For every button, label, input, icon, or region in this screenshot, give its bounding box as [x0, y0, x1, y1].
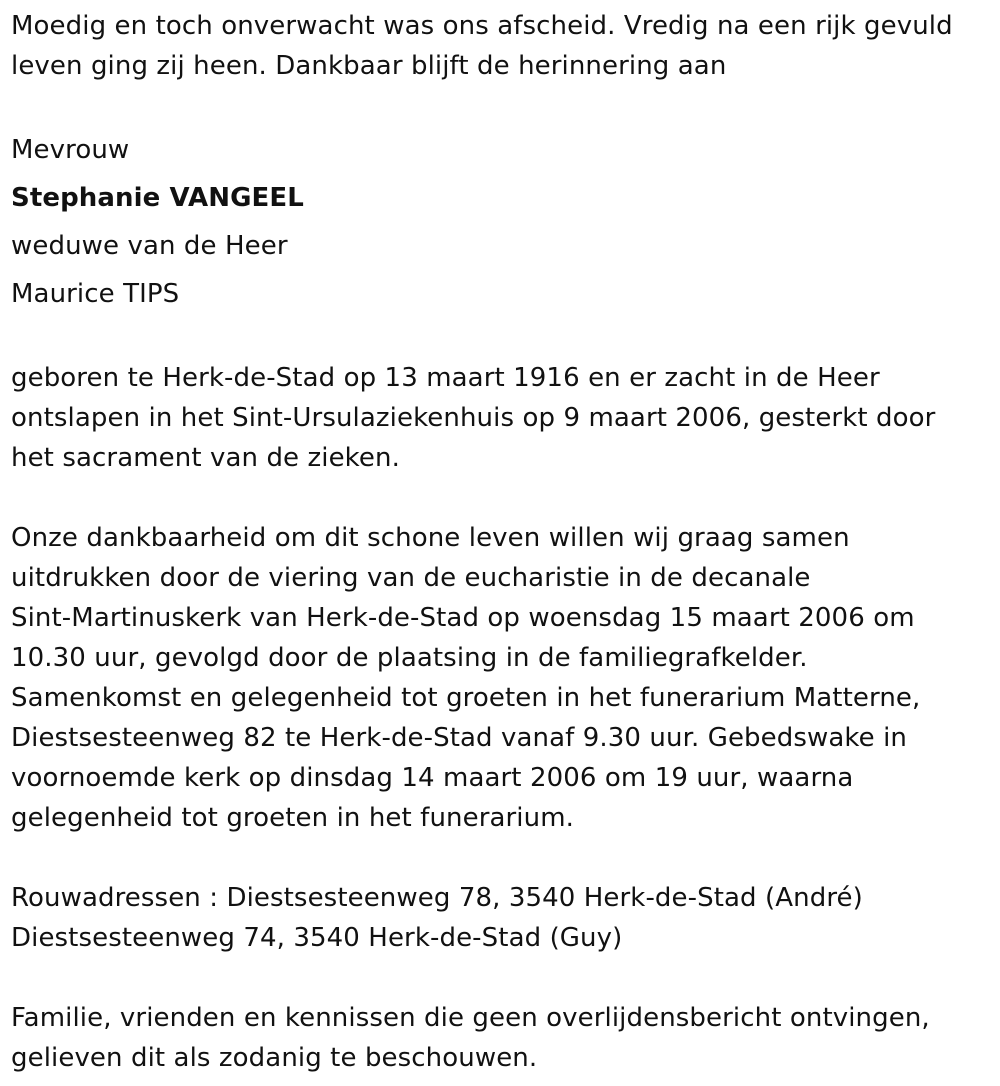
ceremony-paragraph	[11, 518, 986, 838]
spacer	[11, 478, 986, 518]
person-relation: weduwe van de Heer	[11, 231, 288, 261]
ceremony-line: Sint-Martinuskerk van Herk-de-Stad op woensdag 15 maart 2006 om	[11, 603, 915, 633]
person-title: Mevrouw	[11, 135, 130, 165]
addresses-paragraph	[11, 878, 986, 958]
intro-line: Moedig en toch onverwacht was ons afscheid. Vredig na een rijk gevuld	[11, 11, 953, 41]
person-spouse: Maurice TIPS	[11, 279, 180, 309]
address-line: Diestsesteenweg 74, 3540 Herk-de-Stad (Guy)	[11, 923, 623, 953]
spacer	[11, 838, 986, 878]
ceremony-line: Samenkomst en gelegenheid tot groeten in het funerarium Matterne,	[11, 683, 921, 713]
spacer	[11, 958, 986, 998]
birth-death-line: ontslapen in het Sint-Ursulaziekenhuis op 9 maart 2006, gesterkt door	[11, 403, 936, 433]
person-name: Stephanie VANGEEL	[11, 183, 304, 213]
address-line: Rouwadressen : Diestsesteenweg 78, 3540 Herk-de-Stad (André)	[11, 883, 863, 913]
closing-line: gelieven dit als zodanig te beschouwen.	[11, 1043, 538, 1073]
closing-line: Familie, vrienden en kennissen die geen overlijdensbericht ontvingen,	[11, 1003, 930, 1033]
ceremony-line: uitdrukken door de viering van de eucharistie in de decanale	[11, 563, 811, 593]
birth-death-line: het sacrament van de zieken.	[11, 443, 400, 473]
intro-line: leven ging zij heen. Dankbaar blijft de herinnering aan	[11, 51, 727, 81]
ceremony-line: gelegenheid tot groeten in het funerarium.	[11, 803, 574, 833]
ceremony-line: 10.30 uur, gevolgd door de plaatsing in de familiegrafkelder.	[11, 643, 808, 673]
ceremony-line: Diestsesteenweg 82 te Herk-de-Stad vanaf 9.30 uur. Gebedswake in	[11, 723, 907, 753]
spacer	[11, 86, 986, 126]
spacer	[11, 318, 986, 358]
obituary-document	[11, 6, 986, 1078]
intro-paragraph	[11, 6, 986, 86]
person-block	[11, 126, 986, 318]
ceremony-line: Onze dankbaarheid om dit schone leven willen wij graag samen	[11, 523, 850, 553]
birth-death-line: geboren te Herk-de-Stad op 13 maart 1916 en er zacht in de Heer	[11, 363, 880, 393]
ceremony-line: voornoemde kerk op dinsdag 14 maart 2006 om 19 uur, waarna	[11, 763, 854, 793]
closing-paragraph	[11, 998, 986, 1078]
birth-death-paragraph	[11, 358, 986, 478]
